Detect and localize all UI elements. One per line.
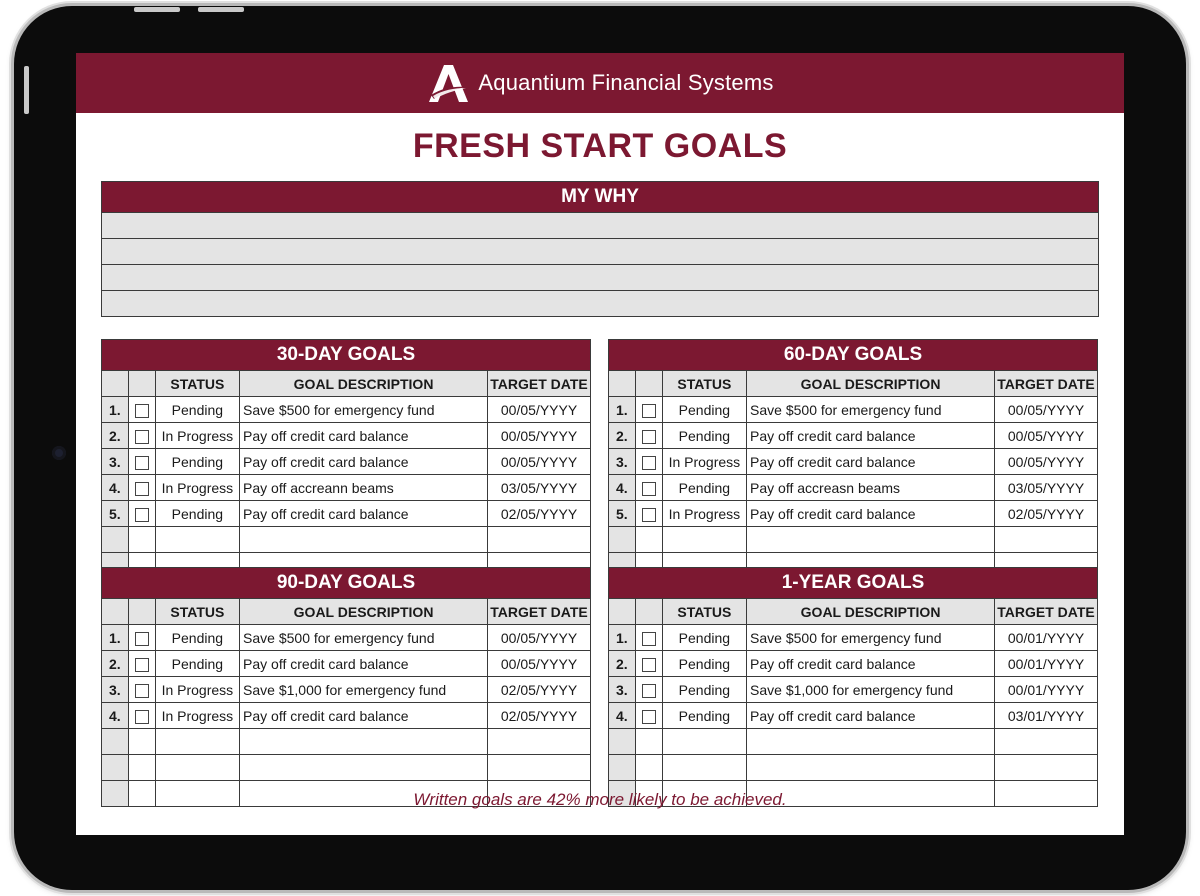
goal-row (102, 475, 590, 501)
goal-row (102, 423, 590, 449)
goal-checkbox[interactable] (135, 482, 149, 496)
goal-target-date[interactable] (995, 729, 1097, 755)
goal-description[interactable]: Pay off accreasn beams (747, 475, 995, 501)
header-number-cell (102, 371, 128, 397)
checkbox-cell (128, 651, 155, 677)
goal-card-title: 60-DAY GOALS (609, 340, 1097, 370)
goal-row (609, 625, 1097, 651)
goal-checkbox[interactable] (642, 430, 656, 444)
goal-status (155, 729, 239, 755)
checkbox-cell (128, 755, 155, 781)
goal-target-date[interactable]: 00/05/YYYY (488, 423, 590, 449)
empty-goal-row (102, 755, 590, 781)
brand-header (76, 53, 1124, 113)
goal-target-date[interactable]: 03/05/YYYY (995, 475, 1097, 501)
my-why-section (101, 181, 1099, 317)
row-number: 2. (609, 651, 635, 677)
goal-status[interactable]: In Progress (155, 475, 239, 501)
goal-target-date[interactable] (488, 755, 590, 781)
goal-target-date[interactable]: 02/05/YYYY (488, 703, 590, 729)
goals-90-day-card (101, 567, 591, 807)
row-number (609, 729, 635, 755)
goal-row (609, 651, 1097, 677)
checkbox-cell (128, 423, 155, 449)
screen (76, 53, 1124, 835)
goal-status[interactable]: In Progress (662, 449, 746, 475)
row-number: 2. (609, 423, 635, 449)
goal-description[interactable]: Pay off credit card balance (240, 423, 488, 449)
goal-status[interactable]: Pending (155, 501, 239, 527)
goal-checkbox[interactable] (135, 508, 149, 522)
goal-checkbox[interactable] (642, 658, 656, 672)
goal-row (609, 677, 1097, 703)
checkbox-cell (635, 729, 662, 755)
checkbox-cell (635, 475, 662, 501)
row-number: 3. (609, 449, 635, 475)
goal-row (609, 423, 1097, 449)
goal-checkbox[interactable] (135, 430, 149, 444)
header-status: STATUS (155, 371, 239, 397)
row-number: 5. (102, 501, 128, 527)
goal-checkbox[interactable] (642, 632, 656, 646)
goal-checkbox[interactable] (135, 684, 149, 698)
goal-card-title: 1-YEAR GOALS (609, 568, 1097, 598)
row-number (102, 729, 128, 755)
goals-30-day-card (101, 339, 591, 579)
checkbox-cell (635, 625, 662, 651)
row-number: 4. (102, 475, 128, 501)
goal-row (609, 475, 1097, 501)
footer-quote: Written goals are 42% more likely to be achieved. (413, 790, 787, 809)
goal-checkbox[interactable] (642, 684, 656, 698)
checkbox-cell (635, 651, 662, 677)
goal-description[interactable]: Pay off credit card balance (747, 703, 995, 729)
goal-card-title: 30-DAY GOALS (102, 340, 590, 370)
goal-status[interactable]: In Progress (155, 423, 239, 449)
my-why-title: MY WHY (102, 182, 1098, 212)
brand-name: Aquantium Financial Systems (478, 70, 774, 95)
header-status: STATUS (662, 599, 746, 625)
table-header-row (102, 599, 590, 625)
goal-checkbox[interactable] (642, 404, 656, 418)
header-target-date: TARGET DATE (995, 371, 1097, 397)
row-number: 3. (102, 449, 128, 475)
goal-target-date[interactable]: 03/01/YYYY (995, 703, 1097, 729)
goal-description[interactable] (747, 729, 995, 755)
my-why-line[interactable] (102, 238, 1098, 264)
goal-card-title: 90-DAY GOALS (102, 568, 590, 598)
goal-target-date[interactable]: 02/05/YYYY (488, 501, 590, 527)
goal-row (102, 625, 590, 651)
empty-goal-row (102, 729, 590, 755)
header-check-cell (128, 371, 155, 397)
checkbox-cell (128, 397, 155, 423)
header-number-cell (609, 371, 635, 397)
page-title: FRESH START GOALS (412, 127, 788, 165)
goal-row (609, 703, 1097, 729)
goal-description[interactable] (240, 755, 488, 781)
goal-row (102, 449, 590, 475)
goal-target-date[interactable]: 00/01/YYYY (995, 651, 1097, 677)
goal-description[interactable]: Pay off credit card balance (240, 651, 488, 677)
header-check-cell (635, 371, 662, 397)
goal-status[interactable]: In Progress (155, 703, 239, 729)
goal-table (609, 598, 1097, 806)
goal-target-date[interactable] (995, 755, 1097, 781)
empty-goal-row (102, 527, 590, 553)
checkbox-cell (635, 703, 662, 729)
empty-goal-row (609, 755, 1097, 781)
row-number (102, 527, 128, 553)
goal-target-date[interactable]: 00/05/YYYY (488, 397, 590, 423)
goal-status[interactable]: Pending (662, 475, 746, 501)
checkbox-cell (635, 423, 662, 449)
row-number: 2. (102, 423, 128, 449)
empty-goal-row (609, 729, 1097, 755)
goal-status[interactable]: In Progress (155, 677, 239, 703)
goal-target-date[interactable] (488, 527, 590, 553)
checkbox-cell (635, 755, 662, 781)
goal-target-date[interactable]: 00/05/YYYY (488, 625, 590, 651)
empty-goal-row (609, 527, 1097, 553)
goal-status[interactable]: Pending (662, 703, 746, 729)
goal-target-date[interactable]: 00/01/YYYY (995, 677, 1097, 703)
goal-row (609, 449, 1097, 475)
goal-checkbox[interactable] (135, 658, 149, 672)
goal-table (102, 598, 590, 806)
checkbox-cell (128, 475, 155, 501)
my-why-line[interactable] (102, 212, 1098, 238)
goal-status (662, 527, 746, 553)
row-number: 1. (102, 625, 128, 651)
header-target-date: TARGET DATE (488, 599, 590, 625)
goal-table (609, 370, 1097, 578)
checkbox-cell (128, 527, 155, 553)
row-number: 3. (609, 677, 635, 703)
header-goal-description: GOAL DESCRIPTION (747, 599, 995, 625)
header-check-cell (128, 599, 155, 625)
goal-description[interactable]: Pay off credit card balance (747, 423, 995, 449)
table-header-row (102, 371, 590, 397)
goal-description[interactable]: Pay off credit card balance (747, 501, 995, 527)
goal-status (662, 729, 746, 755)
goal-target-date[interactable]: 00/05/YYYY (995, 397, 1097, 423)
goal-description[interactable]: Save $1,000 for emergency fund (240, 677, 488, 703)
goal-target-date[interactable] (488, 729, 590, 755)
goal-status[interactable]: Pending (155, 397, 239, 423)
goal-target-date[interactable]: 00/01/YYYY (995, 625, 1097, 651)
goal-target-date[interactable]: 00/05/YYYY (488, 651, 590, 677)
goal-description[interactable]: Pay off credit card balance (240, 449, 488, 475)
goal-description[interactable]: Save $500 for emergency fund (240, 397, 488, 423)
goal-status[interactable]: Pending (662, 651, 746, 677)
goal-row (102, 397, 590, 423)
row-number (609, 527, 635, 553)
goal-status[interactable]: Pending (662, 677, 746, 703)
front-camera (52, 446, 66, 460)
table-header-row (609, 371, 1097, 397)
goal-status (662, 755, 746, 781)
row-number: 4. (609, 475, 635, 501)
goal-status (155, 755, 239, 781)
goal-checkbox[interactable] (642, 508, 656, 522)
goal-target-date[interactable]: 02/05/YYYY (995, 501, 1097, 527)
goal-row (102, 677, 590, 703)
aquantium-logo-icon (426, 62, 470, 104)
goal-description[interactable]: Pay off credit card balance (747, 651, 995, 677)
goal-checkbox[interactable] (135, 404, 149, 418)
header-status: STATUS (155, 599, 239, 625)
goal-description[interactable]: Save $500 for emergency fund (240, 625, 488, 651)
row-number: 1. (609, 625, 635, 651)
goal-row (102, 651, 590, 677)
goal-status[interactable]: Pending (662, 423, 746, 449)
goal-row (609, 397, 1097, 423)
header-number-cell (609, 599, 635, 625)
table-header-row (609, 599, 1097, 625)
goal-target-date[interactable]: 00/05/YYYY (488, 449, 590, 475)
header-target-date: TARGET DATE (995, 599, 1097, 625)
checkbox-cell (128, 501, 155, 527)
row-number: 1. (102, 397, 128, 423)
row-number: 4. (609, 703, 635, 729)
goal-status (155, 527, 239, 553)
goal-checkbox[interactable] (135, 710, 149, 724)
goal-status[interactable]: Pending (155, 625, 239, 651)
goal-status[interactable]: Pending (662, 625, 746, 651)
checkbox-cell (128, 703, 155, 729)
checkbox-cell (635, 397, 662, 423)
header-number-cell (102, 599, 128, 625)
goal-target-date[interactable]: 00/05/YYYY (995, 449, 1097, 475)
volume-down-button (198, 7, 244, 12)
row-number: 5. (609, 501, 635, 527)
goal-checkbox[interactable] (135, 632, 149, 646)
row-number: 2. (102, 651, 128, 677)
goal-checkbox[interactable] (642, 482, 656, 496)
checkbox-cell (635, 527, 662, 553)
goal-status[interactable]: Pending (155, 651, 239, 677)
goal-description[interactable]: Save $500 for emergency fund (747, 625, 995, 651)
goal-description[interactable]: Pay off credit card balance (240, 703, 488, 729)
goal-status[interactable]: In Progress (662, 501, 746, 527)
goal-target-date[interactable] (995, 527, 1097, 553)
row-number: 1. (609, 397, 635, 423)
goal-description[interactable]: Pay off credit card balance (747, 449, 995, 475)
goal-description[interactable] (240, 527, 488, 553)
goal-row (102, 501, 590, 527)
header-target-date: TARGET DATE (488, 371, 590, 397)
row-number (102, 755, 128, 781)
header-goal-description: GOAL DESCRIPTION (747, 371, 995, 397)
checkbox-cell (128, 625, 155, 651)
checkbox-cell (128, 677, 155, 703)
goal-description[interactable]: Save $500 for emergency fund (747, 397, 995, 423)
goals-1-year-card (608, 567, 1098, 807)
my-why-line[interactable] (102, 290, 1098, 316)
goal-target-date[interactable]: 03/05/YYYY (488, 475, 590, 501)
header-check-cell (635, 599, 662, 625)
checkbox-cell (635, 501, 662, 527)
goal-checkbox[interactable] (642, 710, 656, 724)
goal-description[interactable]: Pay off accreann beams (240, 475, 488, 501)
goal-status[interactable]: Pending (662, 397, 746, 423)
goal-row (609, 501, 1097, 527)
goal-description[interactable] (747, 755, 995, 781)
checkbox-cell (128, 729, 155, 755)
volume-up-button (134, 7, 180, 12)
goals-60-day-card (608, 339, 1098, 579)
goal-description[interactable]: Pay off credit card balance (240, 501, 488, 527)
goal-status[interactable]: Pending (155, 449, 239, 475)
goal-checkbox[interactable] (135, 456, 149, 470)
row-number: 3. (102, 677, 128, 703)
row-number: 4. (102, 703, 128, 729)
row-number (609, 755, 635, 781)
goal-row (102, 703, 590, 729)
header-status: STATUS (662, 371, 746, 397)
goal-target-date[interactable]: 00/05/YYYY (995, 423, 1097, 449)
checkbox-cell (635, 449, 662, 475)
checkbox-cell (635, 677, 662, 703)
checkbox-cell (128, 449, 155, 475)
goal-table (102, 370, 590, 578)
my-why-line[interactable] (102, 264, 1098, 290)
goal-target-date[interactable]: 02/05/YYYY (488, 677, 590, 703)
goal-checkbox[interactable] (642, 456, 656, 470)
header-goal-description: GOAL DESCRIPTION (240, 599, 488, 625)
header-goal-description: GOAL DESCRIPTION (240, 371, 488, 397)
goal-description[interactable]: Save $1,000 for emergency fund (747, 677, 995, 703)
power-button (24, 66, 29, 114)
goal-description[interactable] (240, 729, 488, 755)
goal-description[interactable] (747, 527, 995, 553)
